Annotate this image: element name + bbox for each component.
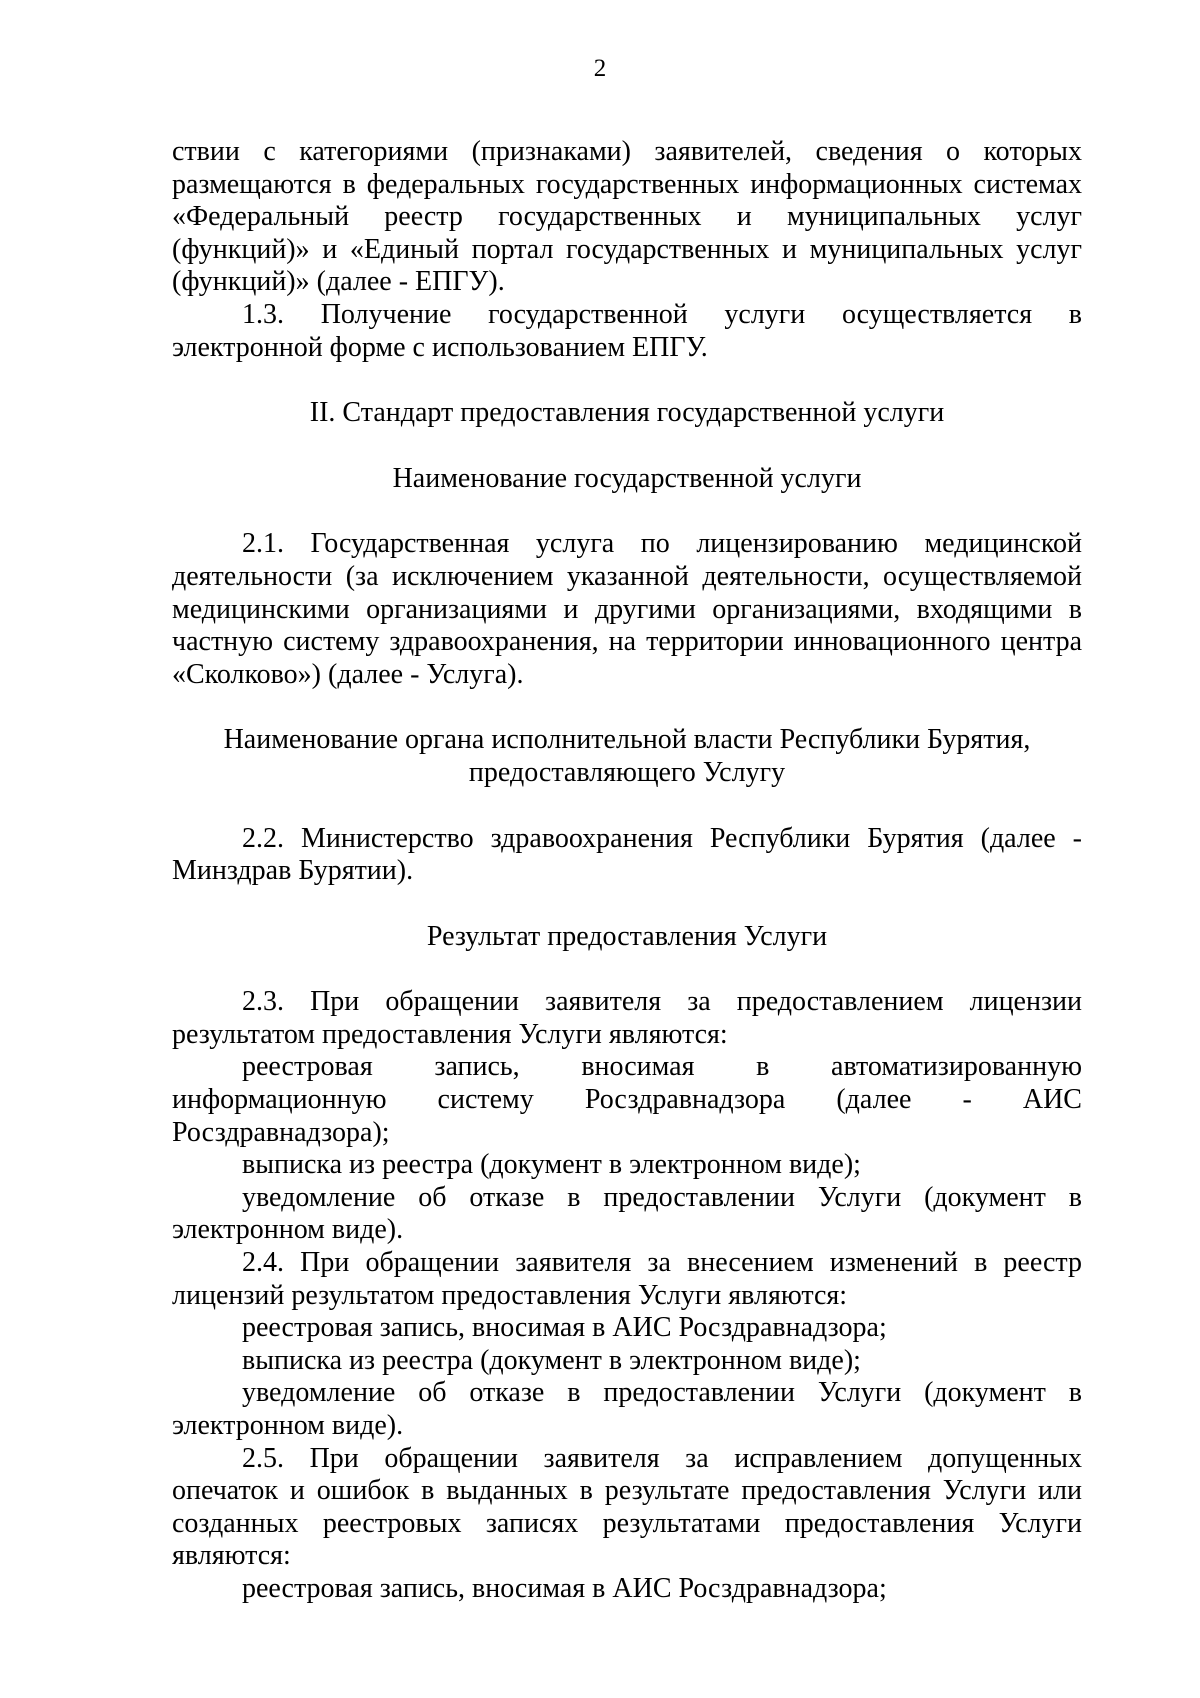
paragraph-2-4-item-refusal: уведомление об отказе в предоставлении Услуги (документ в электронном виде). <box>172 1377 1082 1441</box>
paragraph-2-3: 2.3. При обращении заявителя за предоставлением лицензии результатом предоставления Услуги являются: <box>172 986 1082 1050</box>
page-number: 2 <box>593 55 607 82</box>
subheading-authority-line-1: Наименование органа исполнительной власти Республики Бурятия, <box>223 724 1031 756</box>
paragraph-2-4-item-extract: выписка из реестра (документ в электронном виде); <box>242 1344 861 1376</box>
paragraph-intro-continuation: ствии с категориями (признаками) заявителей, сведения о которых размещаются в федеральных государственных информационных системах «Федеральный реестр государственных и муниципальных услуг (функций)» и «Единый портал государственных и муниципальных услуг (функций)» (далее - ЕПГУ). <box>172 136 1082 298</box>
document-body <box>172 136 1082 1606</box>
subheading-authority-line-2: предоставляющего Услугу <box>468 756 786 788</box>
paragraph-2-4-item-registry-entry: реестровая запись, вносимая в АИС Росздравнадзора; <box>242 1312 887 1344</box>
paragraph-2-5: 2.5. При обращении заявителя за исправлением допущенных опечаток и ошибок в выданных в результате предоставления Услуги или созданных реестровых записях результатами предоставления Услуги являются: <box>172 1442 1082 1572</box>
subheading-result: Результат предоставления Услуги <box>426 920 828 952</box>
section-heading-standard: II. Стандарт предоставления государственной услуги <box>309 397 945 429</box>
paragraph-2-4: 2.4. При обращении заявителя за внесением изменений в реестр лицензий результатом предоставления Услуги являются: <box>172 1247 1082 1311</box>
paragraph-2-3-item-extract: выписка из реестра (документ в электронном виде); <box>242 1149 861 1181</box>
subheading-authority <box>172 724 1082 789</box>
subheading-service-name: Наименование государственной услуги <box>392 462 862 494</box>
paragraph-2-3-item-registry-entry: реестровая запись, вносимая в автоматизированную информационную систему Росздравнадзора (далее - АИС Росздравнадзора); <box>172 1051 1082 1148</box>
paragraph-2-5-item-registry-entry: реестровая запись, вносимая в АИС Росздравнадзора; <box>242 1572 887 1604</box>
paragraph-2-2: 2.2. Министерство здравоохранения Республики Бурятия (далее - Минздрав Бурятии). <box>172 822 1082 887</box>
paragraph-2-1: 2.1. Государственная услуга по лицензированию медицинской деятельности (за исключением указанной деятельности, осуществляемой медицинскими организациями и другими организациями, входящими в частную систему здравоохранения, на территории инновационного центра «Сколково») (далее - Услуга). <box>172 528 1082 690</box>
paragraph-2-3-item-refusal: уведомление об отказе в предоставлении Услуги (документ в электронном виде). <box>172 1181 1082 1246</box>
paragraph-1-3: 1.3. Получение государственной услуги осуществляется в электронной форме с использованием ЕПГУ. <box>172 298 1082 363</box>
